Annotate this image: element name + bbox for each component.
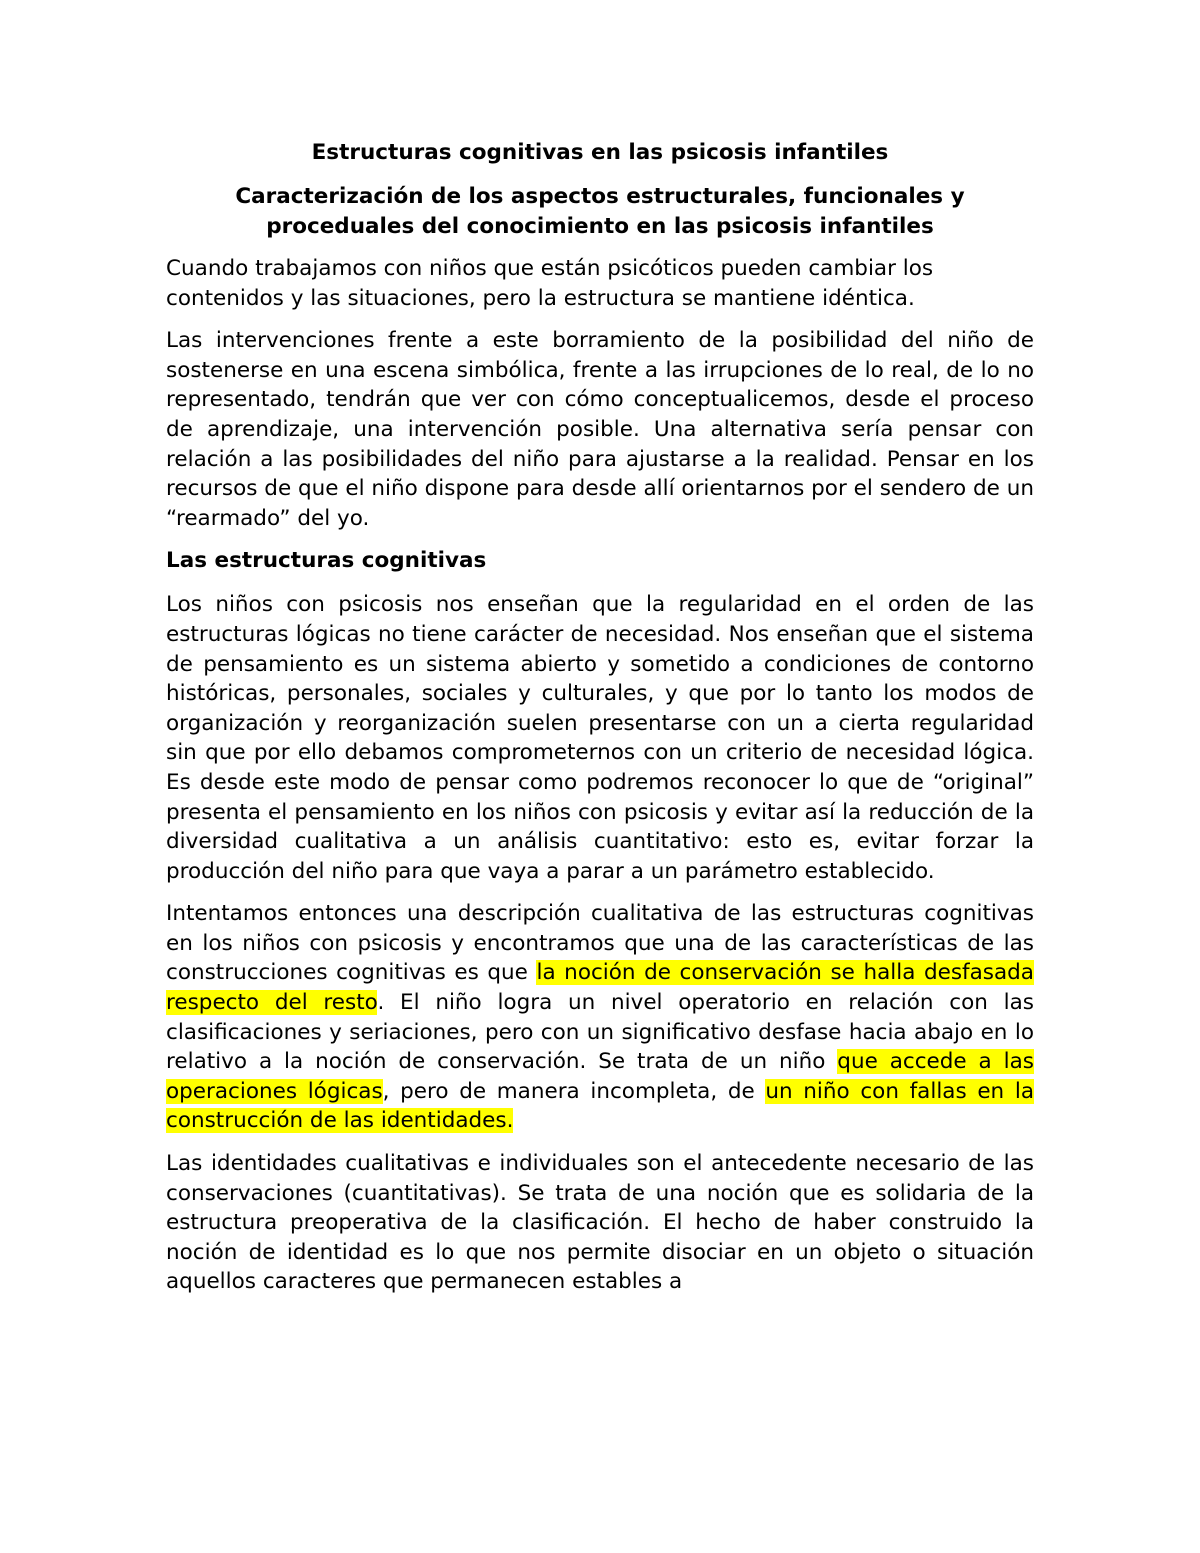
highlighted-text: un niño con fallas en la construcción de las identidades.	[166, 1078, 1034, 1134]
highlighted-text: que accede a las operaciones lógicas	[166, 1049, 1034, 1104]
document-subtitle: Caracterización de los aspectos estructurales, funcionales y proceduales del conocimiento en las psicosis infantiles	[235, 184, 965, 239]
paragraph-text: , pero de manera incompleta, de	[382, 1078, 766, 1104]
section-heading: Las estructuras cognitivas	[166, 548, 487, 574]
paragraph-interventions: Las intervenciones frente a este borramiento de la posibilidad del niño de sostenerse en una escena simbólica, frente a las irrupciones de lo real, de lo no representado, tendrán que ver con cómo conceptualicemos, desde el proceso de aprendizaje, una intervención posible. Una alternativa sería pensar con relación a las posibilidades del niño para ajustarse a la realidad. Pensar en los recursos de que el niño dispone para desde allí orientarnos por el sendero de un “rearmado” del yo.	[166, 328, 1034, 531]
paragraph-text: . El niño logra un nivel operatorio en relación con las clasificaciones y seriaciones, pero con un significativo desfase hacia abajo en lo relativo a la noción de conservación. Se trata de un niño	[166, 990, 1034, 1075]
highlighted-text: la noción de conservación se halla desfasada respecto del resto	[166, 960, 1034, 1016]
paragraph-structures: Los niños con psicosis nos enseñan que la regularidad en el orden de las estructuras lógicas no tiene carácter de necesidad. Nos enseñan que el sistema de pensamiento es un sistema abierto y sometido a condiciones de contorno históricas, personales, sociales y culturales, y que por lo tanto los modos de organización y reorganización suelen presentarse con un a cierta regularidad sin que por ello debamos comprometernos con un criterio de necesidad lógica. Es desde este modo de pensar como podremos reconocer lo que de “original” presenta el pensamiento en los niños con psicosis y evitar así la reducción de la diversidad cualitativa a un análisis cuantitativo: esto es, evitar forzar la producción del niño para que vaya a parar a un parámetro establecido.	[166, 592, 1034, 884]
paragraph-identities: Las identidades cualitativas e individuales son el antecedente necesario de las conservaciones (cuantitativas). Se trata de una noción que es solidaria de la estructura preoperativa de la clasificación. El hecho de haber construido la noción de identidad es lo que nos permite disociar en un objeto o situación aquellos caracteres que permanecen estables a	[166, 1151, 1034, 1295]
paragraph-description	[166, 899, 1034, 1136]
paragraph-intro: Cuando trabajamos con niños que están psicóticos pueden cambiar los contenidos y las situaciones, pero la estructura se mantiene idéntica.	[166, 256, 934, 311]
paragraph-text: Intentamos entonces una descripción cualitativa de las estructuras cognitivas en los niños con psicosis y encontramos que una de las características de las construcciones cognitivas es que	[166, 901, 1034, 986]
document-title: Estructuras cognitivas en las psicosis infantiles	[311, 140, 889, 165]
document-page	[166, 138, 1034, 1310]
